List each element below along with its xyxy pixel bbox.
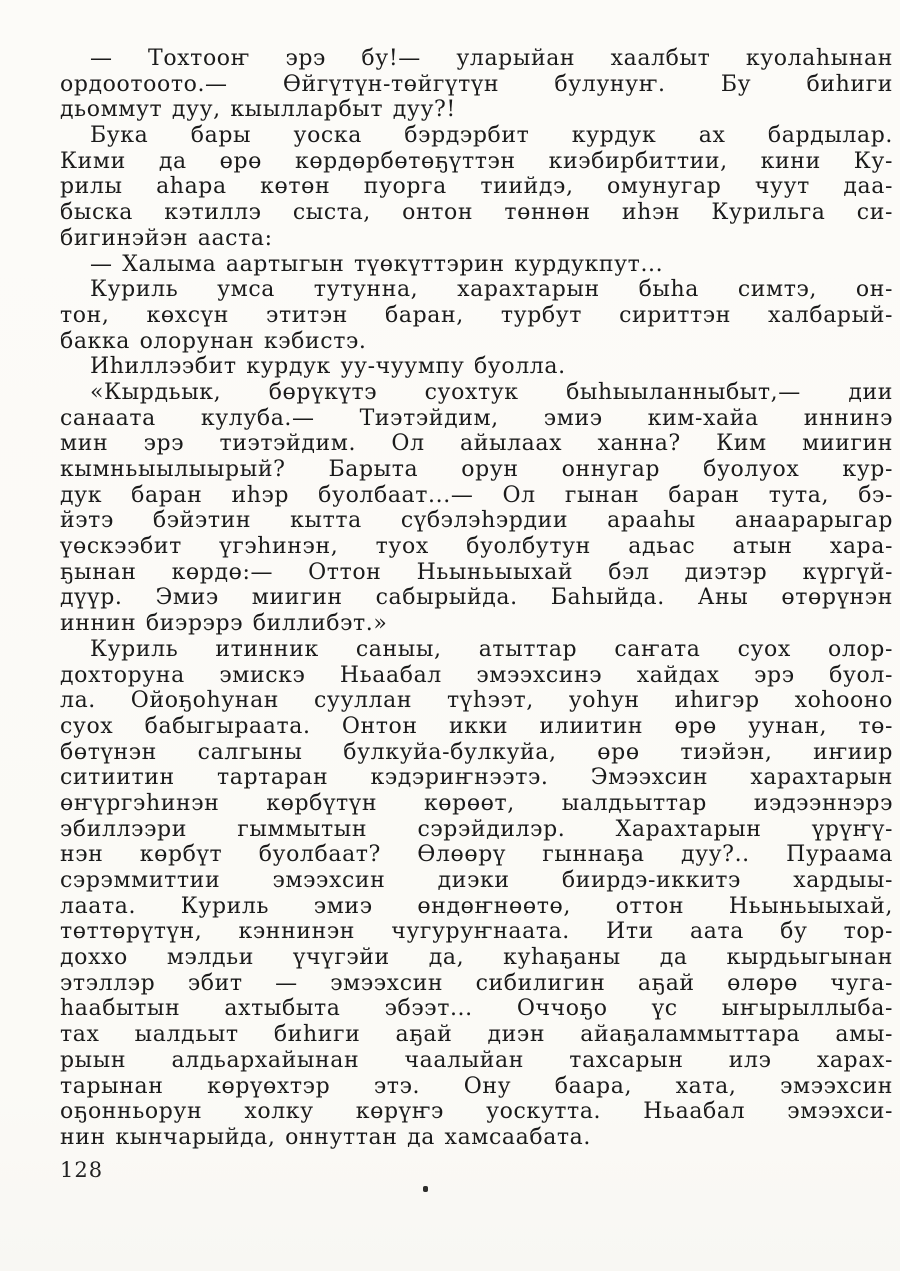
text-line: үөскээбит үгэһинэн, туох буолбутун адьас атын хара- <box>60 534 893 560</box>
ink-speck-artifact <box>423 1186 428 1192</box>
text-line: суох бабыгыраата. Онтон икки илиитин өрө уунан, тө- <box>60 713 893 739</box>
text-line: Куриль умса тутунна, харахтарын быһа симтэ, он- <box>90 277 893 303</box>
text-line: тон, көхсүн этитэн баран, турбут сириттэн халбарый- <box>60 302 893 328</box>
text-line: өҥүргэһинэн көрбүтүн көрөөт, ыалдьыттар иэдээннэрэ <box>60 790 893 816</box>
text-line: нин кынчарыйда, оннуттан да хамсаабата. <box>60 1124 591 1150</box>
text-line: санаата кулуба.— Тиэтэйдим, эмиэ ким-хайа иннинэ <box>60 405 893 431</box>
text-line: һаабытын ахтыбыта эбээт... Оччоҕо үс ыҥырыллыба- <box>60 996 893 1022</box>
text-line: Иһиллээбит курдук уу-чуумпу буолла. <box>90 354 566 380</box>
text-line: этэллэр эбит — эмээхсин сибилигин аҕай өлөрө чуга- <box>60 970 893 996</box>
text-line: бигинэйэн ааста: <box>60 225 273 251</box>
text-line: ла. Ойоҕоһунан сууллан түһээт, уоһун иһигэр хоһооно <box>60 688 893 714</box>
text-line: ордоотоото.— Өйгүтүн-төйгүтүн булунуҥ. Бу биһиги <box>60 71 893 97</box>
text-line: — Халыма аартыгын түөкүттэрин курдукпут... <box>90 251 664 277</box>
text-line: тах ыалдьыт биһиги аҕай диэн айаҕаламмыттара амы- <box>60 1022 893 1048</box>
text-line: дохторуна эмискэ Ньаабал эмээхсинэ хайдах эрэ буол- <box>60 662 893 688</box>
text-line: оҕонньорун холку көрүҥэ уоскутта. Ньаабал эмээхси- <box>60 1099 893 1125</box>
text-line: Бука бары уоска бэрдэрбит курдук ах бардылар. <box>90 123 893 149</box>
text-line: быска кэтиллэ сыста, онтон төннөн иһэн Курильга си- <box>60 200 893 226</box>
text-line: Куриль итинник саныы, атыттар саҥата суох олор- <box>90 636 893 662</box>
text-line: лаата. Куриль эмиэ өндөҥнөөтө, оттон Ньыньыыхай, <box>60 893 893 919</box>
text-line: эбиллээри гыммытын сэрэйдилэр. Харахтарын үрүҥү- <box>60 816 893 842</box>
text-line: — Тохтооҥ эрэ бу!— уларыйан хаалбыт куолаһынан <box>90 46 893 71</box>
text-line: «Кырдьык, бөрүкүтэ суохтук быһыыланныбыт,— дии <box>90 379 893 405</box>
text-line: дьоммут дуу, кыылларбыт дуу?! <box>60 97 456 123</box>
text-line: төттөрүтүн, кэннинэн чугуруҥнаата. Ити аата бу тор- <box>60 919 893 945</box>
text-line: бөтүнэн салгыны булкуйа-булкуйа, өрө тиэйэн, иҥиир <box>60 739 893 765</box>
text-line: иннин биэрэрэ биллибэт.» <box>60 611 388 637</box>
text-block <box>60 46 893 1151</box>
text-line: рыын алдьархайынан чаалыйан тахсарын илэ харах- <box>60 1047 893 1073</box>
text-line: сэрэммиттии эмээхсин диэки биирдэ-иккитэ хардыы- <box>60 868 893 893</box>
text-line: рилы аһара көтөн пуорга тиийдэ, омунугар чуут даа- <box>60 174 893 200</box>
text-line: бакка олорунан кэбистэ. <box>60 328 367 354</box>
text-line: кымньыылыырый? Барыта орун оннугар буолуох кур- <box>60 457 893 482</box>
text-line: тарынан көрүөхтэр этэ. Ону баара, хата, эмээхсин <box>60 1073 893 1099</box>
text-line: ҕынан көрдө:— Оттон Ньыньыыхай бэл диэтэр күргүй- <box>60 559 893 585</box>
text-line: дук баран иһэр буолбаат...— Ол гынан баран тута, бэ- <box>60 482 893 508</box>
text-line: доххо мэлдьи үчүгэйи да, куһаҕаны да кырдьыгынан <box>60 945 893 971</box>
text-line: йэтэ бэйэтин кытта сүбэлэһэрдии арааһы анаарарыгар <box>60 508 893 534</box>
text-line: нэн көрбүт буолбаат? Өлөөрү гыннаҕа дуу?.. Пураама <box>60 842 893 868</box>
text-line: мин эрэ тиэтэйдим. Ол айылаах ханна? Ким миигин <box>60 431 893 457</box>
text-line: ситиитин тартаран кэдэриҥнээтэ. Эмээхсин харахтарын <box>60 765 893 791</box>
text-line: Кими да өрө көрдөрбөтөҕүттэн киэбирбиттии, кини Ку- <box>60 148 893 174</box>
text-line: дүүр. Эмиэ миигин сабырыйда. Баһыйда. Аны өтөрүнэн <box>60 585 893 611</box>
page-number: 128 <box>60 1158 104 1182</box>
